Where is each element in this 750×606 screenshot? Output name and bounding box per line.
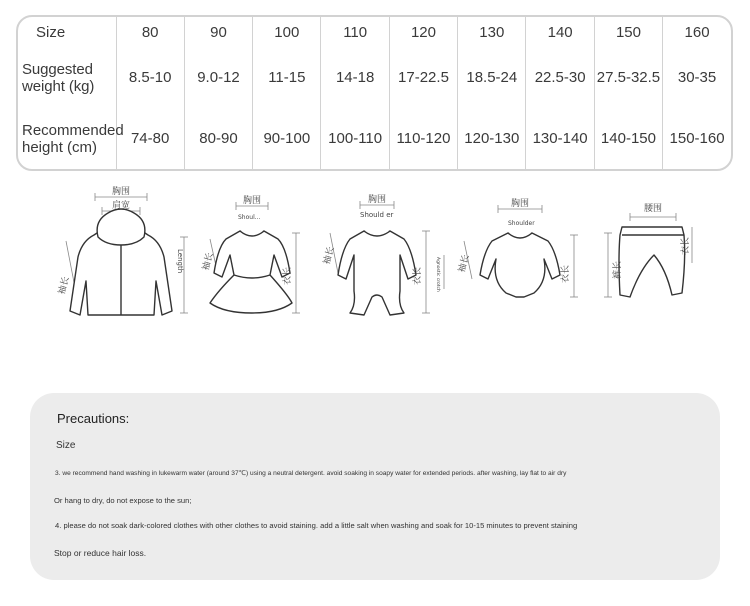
size-cell: 140: [526, 17, 594, 47]
pants-length-label: 裤长: [613, 260, 623, 279]
size-cell: 90: [184, 17, 252, 47]
precaution-line-washing: 3. we recommend hand washing in lukewarm water (around 37℃) using a neutral detergent. avoid soaking in soapy water for extended periods. after washing, lay flat to air dry: [55, 470, 567, 477]
weight-row-label: Suggested weight (kg): [22, 60, 95, 95]
dress-shoulder-label: Shoul...: [238, 214, 261, 221]
weight-cell: 14-18: [321, 47, 389, 108]
dress-diagram: [198, 195, 308, 325]
weight-cell: 30-35: [663, 47, 731, 108]
pants-icon: [600, 199, 700, 309]
jacket-diagram: [48, 185, 188, 330]
size-cell: 80: [116, 17, 184, 47]
height-cell: 120-130: [458, 108, 526, 169]
weight-row: [18, 47, 731, 108]
size-cell: 100: [253, 17, 321, 47]
bodysuit-shoulder-label: Shoulder: [508, 220, 535, 227]
pants-waist-label: 腰围: [643, 204, 663, 214]
romper-crotch-label: Agnostic crotch: [435, 257, 440, 292]
precaution-line-drying: Or hang to dry, do not expose to the sun;: [54, 496, 192, 505]
jacket-sleeve-label: 袖长: [57, 275, 72, 296]
precaution-line-hair-loss: Stop or reduce hair loss.: [54, 548, 147, 558]
jacket-chest-label: 胸围: [111, 187, 131, 197]
size-cell: 110: [321, 17, 389, 47]
weight-cell: 8.5-10: [116, 47, 184, 108]
size-cell: 130: [458, 17, 526, 47]
dress-sleeve-label: 袖长: [201, 251, 216, 272]
size-chart-table: [16, 15, 733, 171]
precautions-subtitle: Size: [56, 440, 76, 451]
pants-diagram: [600, 199, 700, 314]
precaution-line-staining: 4. please do not soak dark-colored clothes with other clothes to avoid staining. add a little salt when washing and soak for 10-15 minutes to prevent staining: [55, 521, 578, 530]
height-cell: 80-90: [184, 108, 252, 169]
bodysuit-chest-label: 胸围: [510, 199, 530, 209]
romper-diagram: [320, 193, 455, 328]
size-cell: 160: [663, 17, 731, 47]
romper-shoulder-label: Should er: [360, 211, 394, 219]
bodysuit-icon: [458, 197, 583, 307]
height-row-label: Recommended height (cm): [22, 121, 124, 156]
height-row: [18, 108, 731, 169]
bodysuit-length-label: 衣长: [561, 264, 571, 283]
romper-chest-label: 胸围: [367, 195, 387, 205]
dress-chest-label: 胸围: [242, 196, 262, 206]
jacket-shoulder-label: 肩宽: [111, 201, 131, 211]
weight-cell: 17-22.5: [389, 47, 457, 108]
bodysuit-sleeve-label: 袖长: [457, 253, 472, 274]
romper-icon: [320, 193, 455, 323]
romper-sleeve-label: 袖长: [322, 245, 337, 266]
height-cell: 140-150: [594, 108, 662, 169]
height-cell: 130-140: [526, 108, 594, 169]
pants-garment-length-label: 衣长: [681, 236, 691, 255]
jacket-length-label: Length: [176, 249, 184, 274]
weight-cell: 27.5-32.5: [594, 47, 662, 108]
size-row: [18, 17, 731, 47]
weight-cell: 11-15: [253, 47, 321, 108]
height-cell: 90-100: [253, 108, 321, 169]
hooded-jacket-icon: [48, 185, 188, 325]
size-cell: 120: [389, 17, 457, 47]
dress-icon: [198, 195, 308, 320]
dress-length-label: 衣长: [283, 266, 293, 285]
height-cell: 110-120: [389, 108, 457, 169]
height-cell: 150-160: [663, 108, 731, 169]
weight-cell: 22.5-30: [526, 47, 594, 108]
measurement-diagrams: [40, 185, 720, 335]
romper-length-label: 衣长: [413, 266, 423, 285]
size-cell: 150: [594, 17, 662, 47]
height-cell: 74-80: [116, 108, 184, 169]
precautions-title: Precautions:: [57, 411, 130, 426]
bodysuit-diagram: [458, 197, 583, 312]
precautions-panel: [30, 393, 720, 580]
height-cell: 100-110: [321, 108, 389, 169]
weight-cell: 9.0-12: [184, 47, 252, 108]
weight-cell: 18.5-24: [458, 47, 526, 108]
size-row-label: Size: [36, 23, 66, 41]
